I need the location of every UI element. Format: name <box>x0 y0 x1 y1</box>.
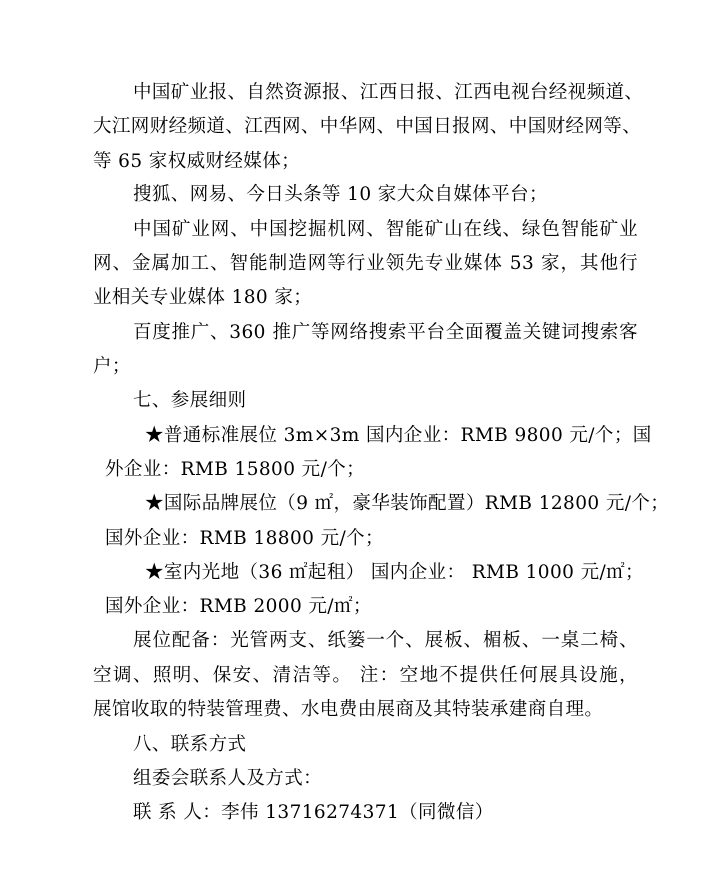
star-icon: ★ <box>145 562 164 583</box>
booth-standard-line-1 <box>145 419 652 453</box>
industry-media-line-1: 中国矿业网、中国挖掘机网、智能矿山在线、绿色智能矿业 <box>133 219 638 240</box>
booth-space-line-1 <box>145 556 644 590</box>
booth-premium-line-2: 国外企业：RMB 18800 元/个； <box>105 528 384 549</box>
section-7-heading: 七、参展细则 <box>133 390 247 411</box>
industry-media-line-2: 网、金属加工、智能制造网等行业领先专业媒体 53 家，其他行 <box>93 253 638 274</box>
contact-person-line: 联 系 人：李伟 13716274371（同微信） <box>133 802 494 823</box>
booth-premium-text: 国际品牌展位（9 ㎡，豪华装饰配置）RMB 12800 元/个； <box>163 493 670 514</box>
booth-config-line-2: 空调、照明、保安、清洁等。 注：空地不提供任何展具设施， <box>93 665 638 686</box>
booth-config-line-3: 展馆收取的特装管理费、水电费由展商及其特装承建商自理。 <box>93 699 604 720</box>
search-platform-line-1: 百度推广、360 推广等网络搜索平台全面覆盖关键词搜索客 <box>133 322 638 343</box>
booth-space-text: 室内光地（36 ㎡起租） 国内企业： RMB 1000 元/㎡； <box>163 562 644 583</box>
search-platform-line-2: 户； <box>93 356 131 377</box>
section-8-heading: 八、联系方式 <box>133 734 247 755</box>
booth-standard-text: 普通标准展位 3m×3m 国内企业：RMB 9800 元/个；国 <box>163 425 652 446</box>
booth-standard-line-2: 外企业：RMB 15800 元/个； <box>105 459 366 480</box>
booth-config-line-1: 展位配备：光管两支、纸篓一个、展板、楣板、一桌二椅、 <box>133 630 638 651</box>
self-media-line: 搜狐、网易、今日头条等 10 家大众自媒体平台； <box>133 184 548 205</box>
star-icon: ★ <box>145 493 164 514</box>
industry-media-line-3: 业相关专业媒体 180 家； <box>93 287 313 308</box>
contact-subheading: 组委会联系人及方式： <box>133 768 323 789</box>
booth-premium-line-1 <box>145 487 670 521</box>
media-list-line-1: 中国矿业报、自然资源报、江西日报、江西电视台经视频道、 <box>133 82 644 103</box>
media-list-line-3: 等 65 家权威财经媒体； <box>93 151 301 172</box>
media-list-line-2: 大江网财经频道、江西网、中华网、中国日报网、中国财经网等、 <box>93 116 642 137</box>
booth-space-line-2: 国外企业：RMB 2000 元/㎡； <box>105 596 372 617</box>
star-icon: ★ <box>145 425 164 446</box>
